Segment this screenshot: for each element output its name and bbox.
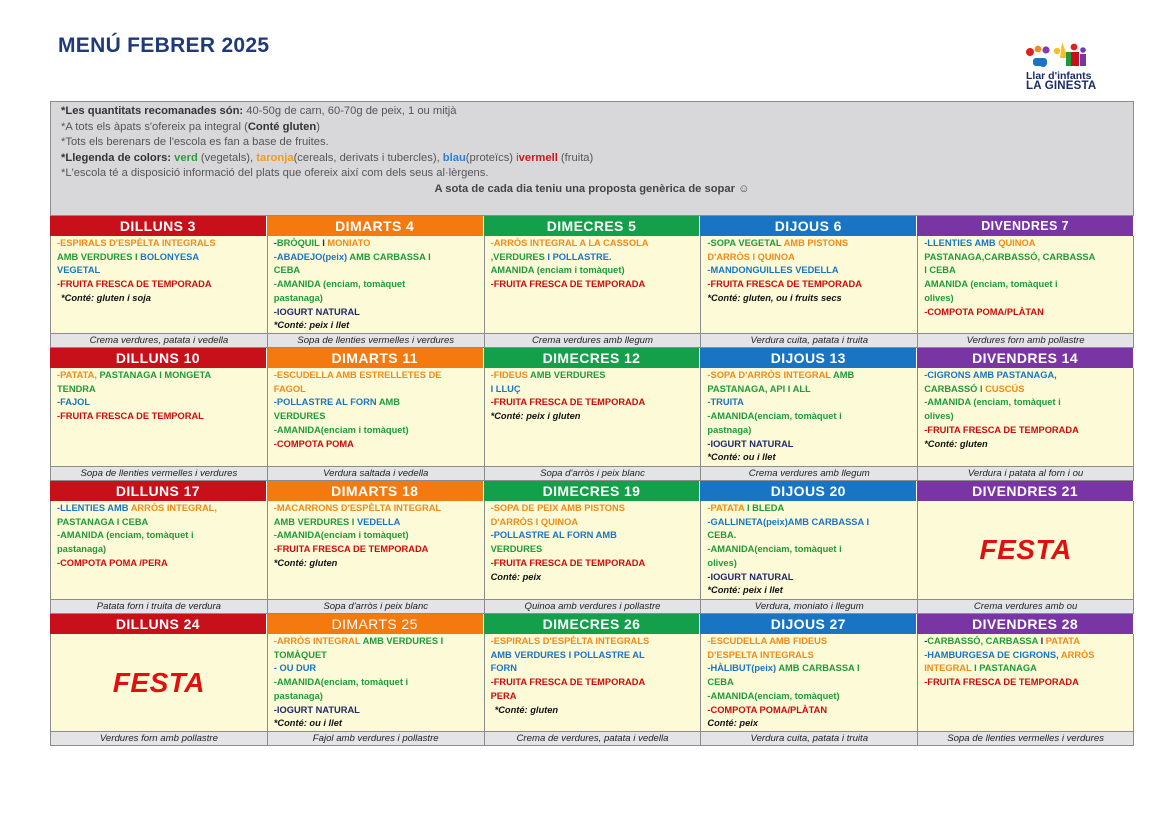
day-menu: -SOPA D'ARRÒS INTEGRAL AMB PASTANAGA, API I ALL -TRUITA -AMANIDA(enciam, tomàquet i pastnaga) -IOGURT NATURAL *Conté: ou i llet: [700, 368, 917, 467]
dinner-suggestion: Verdures forn amb pollastre: [917, 334, 1134, 348]
day-header: DIMARTS 4: [267, 216, 484, 236]
day-menu: -LLENTIES AMB QUINOA PASTANAGA,CARBASSÓ, CARBASSA I CEBA AMANIDA (enciam, tomàquet i olives) -COMPOTA POMA/PLÀTAN: [917, 236, 1134, 334]
dinner-suggestion: Verdura, moniato i llegum: [700, 600, 917, 614]
day-header: DIJOUS 13: [700, 348, 917, 368]
day-header: DIVENDRES 7: [917, 216, 1134, 236]
day-header: DIMARTS 25: [267, 614, 484, 634]
dinner-suggestion: Sopa de llenties vermelles i verdures: [50, 467, 267, 481]
day-header: DIVENDRES 14: [917, 348, 1134, 368]
note-bread: *A tots els àpats s'ofereix pa integral (Conté gluten): [61, 120, 320, 133]
dinner-suggestion: Sopa de llenties vermelles i verdures: [267, 334, 484, 348]
dinner-suggestion: Sopa d'arròs i peix blanc: [267, 600, 484, 614]
logo-line-2: LA GINESTA: [1026, 80, 1097, 92]
day-header: DIJOUS 6: [700, 216, 917, 236]
children-logo-icon: [1024, 38, 1114, 72]
dinner-suggestion: Verdura cuita, patata i truita: [700, 334, 917, 348]
day-menu: -SOPA VEGETAL AMB PISTONS D'ARRÒS I QUINOA -MANDONGUILLES VEDELLA -FRUITA FRESCA DE TEMPORADA *Conté: gluten, ou i fruits secs: [700, 236, 917, 334]
page-title: MENÚ FEBRER 2025: [58, 34, 270, 57]
school-logo: [1022, 38, 1132, 94]
day-menu: -ARRÒS INTEGRAL AMB VERDURES I TOMÀQUET - OU DUR -AMANIDA(enciam, tomàquet i pastanaga) -IOGURT NATURAL *Conté: ou i llet: [267, 634, 484, 732]
day-header: DIMECRES 26: [484, 614, 701, 634]
day-menu: -CARBASSÓ, CARBASSA I PATATA -HAMBURGESA DE CIGRONS, ARRÒS INTEGRAL I PASTANAGA -FRUITA FRESCA DE TEMPORADA: [917, 634, 1134, 732]
day-header: DIJOUS 20: [700, 481, 917, 501]
dinner-suggestion: Verdura i patata al forn i ou: [917, 467, 1134, 481]
day-menu: -CIGRONS AMB PASTANAGA, CARBASSÓ I CUSCÚS -AMANIDA (enciam, tomàquet i olives) -FRUITA FRESCA DE TEMPORADA *Conté: gluten: [917, 368, 1134, 467]
day-header: DILLUNS 17: [50, 481, 267, 501]
day-header: DILLUNS 24: [50, 614, 267, 634]
day-menu: -ESPIRALS D'ESPÈLTA INTEGRALS AMB VERDURES I POLLASTRE AL FORN -FRUITA FRESCA DE TEMPORADA PERA *Conté: gluten: [484, 634, 701, 732]
note-quantities: *Les quantitats recomanades són: 40-50g de carn, 60-70g de peix, 1 ou mitjà: [61, 105, 457, 117]
dinner-suggestion: Crema verdures amb llegum: [484, 334, 701, 348]
day-header: DILLUNS 10: [50, 348, 267, 368]
dinner-suggestion: Crema verdures amb ou: [917, 600, 1134, 614]
dinner-suggestion: Crema verdures, patata i vedella: [50, 334, 267, 348]
day-menu: -ESCUDELLA AMB FIDEUS D'ESPELTA INTEGRALS -HÀLIBUT(peix) AMB CARBASSA I CEBA -AMANIDA(enciam, tomàquet) -COMPOTA POMA/PLÀTAN Conté: peix: [700, 634, 917, 732]
dinner-suggestion: Sopa d'arròs i peix blanc: [484, 467, 701, 481]
note-dinner-proposal: A sota de cada dia teniu una proposta genèrica de sopar ☺: [434, 182, 750, 195]
day-menu: -FIDEUS AMB VERDURES I LLUÇ -FRUITA FRESCA DE TEMPORADA *Conté: peix i gluten: [484, 368, 701, 467]
day-menu: -ARRÒS INTEGRAL A LA CASSOLA ,VERDURES I POLLASTRE. AMANIDA (enciam i tomàquet) -FRUITA FRESCA DE TEMPORADA: [484, 236, 701, 334]
day-menu: -LLENTIES AMB ARRÒS INTEGRAL, PASTANAGA I CEBA -AMANIDA (enciam, tomàquet i pastanaga) -COMPOTA POMA /PERA: [50, 501, 267, 600]
day-menu: -MACARRONS D'ESPÈLTA INTEGRAL AMB VERDURES I VEDELLA -AMANIDA(enciam i tomàquet) -FRUITA FRESCA DE TEMPORADA *Conté: gluten: [267, 501, 484, 600]
note-snacks: *Tots els berenars de l'escola es fan a base de fruites.: [61, 136, 329, 149]
day-header: DIVENDRES 21: [917, 481, 1134, 501]
day-menu: -PATATA, PASTANAGA I MONGETA TENDRA -FAJOL -FRUITA FRESCA DE TEMPORAL: [50, 368, 267, 467]
day-menu: -ESCUDELLA AMB ESTRELLETES DE FAGOL -POLLASTRE AL FORN AMB VERDURES -AMANIDA(enciam i tomàquet) -COMPOTA POMA: [267, 368, 484, 467]
day-header: DIMECRES 19: [484, 481, 701, 501]
notes-panel: [50, 101, 1134, 216]
day-menu: -PATATA I BLEDA -GALLINETA(peix)AMB CARBASSA I CEBA. -AMANIDA(enciam, tomàquet i olives) -IOGURT NATURAL *Conté: peix i llet: [700, 501, 917, 600]
week-row: [50, 348, 1134, 481]
dinner-suggestion: Crema de verdures, patata i vedella: [484, 732, 701, 746]
holiday-label: FESTA: [50, 634, 267, 732]
dinner-suggestion: Crema verdures amb llegum: [700, 467, 917, 481]
day-menu: -SOPA DE PEIX AMB PISTONS D'ARRÒS I QUINOA -POLLASTRE AL FORN AMB VERDURES -FRUITA FRESCA DE TEMPORADA Conté: peix: [484, 501, 701, 600]
dinner-suggestion: Verdura saltada i vedella: [267, 467, 484, 481]
note-color-legend: *Llegenda de colors: verd (vegetals), taronja(cereals, derivats i tubercles), blau(proteïcs) ivermell (fruita): [61, 151, 594, 164]
week-row: [50, 216, 1134, 348]
dinner-suggestion: Sopa de llenties vermelles i verdures: [917, 732, 1134, 746]
dinner-suggestion: Verdures forn amb pollastre: [50, 732, 267, 746]
note-allergens: *L'escola té a disposició informació del plats que ofereix així com dels seus al·lèrgens.: [61, 167, 489, 180]
day-header: DIMARTS 18: [267, 481, 484, 501]
logo-line-1: Llar d'infants: [1026, 70, 1092, 82]
day-header: DIVENDRES 28: [917, 614, 1134, 634]
week-row: [50, 481, 1134, 614]
dinner-suggestion: Patata forn i truita de verdura: [50, 600, 267, 614]
day-header: DIMARTS 11: [267, 348, 484, 368]
day-header: DIJOUS 27: [700, 614, 917, 634]
day-header: DILLUNS 3: [50, 216, 267, 236]
dinner-suggestion: Fajol amb verdures i pollastre: [267, 732, 484, 746]
day-menu: -ESPIRALS D'ESPÈLTA INTEGRALS AMB VERDURES I BOLONYESA VEGETAL -FRUITA FRESCA DE TEMPORADA *Conté: gluten i soja: [50, 236, 267, 334]
dinner-suggestion: Quinoa amb verdures i pollastre: [484, 600, 701, 614]
day-header: DIMECRES 5: [484, 216, 701, 236]
dinner-suggestion: Verdura cuita, patata i truita: [700, 732, 917, 746]
week-row: [50, 614, 1134, 748]
menu-grid: [50, 216, 1134, 748]
holiday-label: FESTA: [917, 501, 1134, 600]
day-menu: -BRÒQUIL I MONIATO -ABADEJO(peix) AMB CARBASSA I CEBA -AMANIDA (enciam, tomàquet pastanaga) -IOGURT NATURAL *Conté: peix i llet: [267, 236, 484, 334]
day-header: DIMECRES 12: [484, 348, 701, 368]
